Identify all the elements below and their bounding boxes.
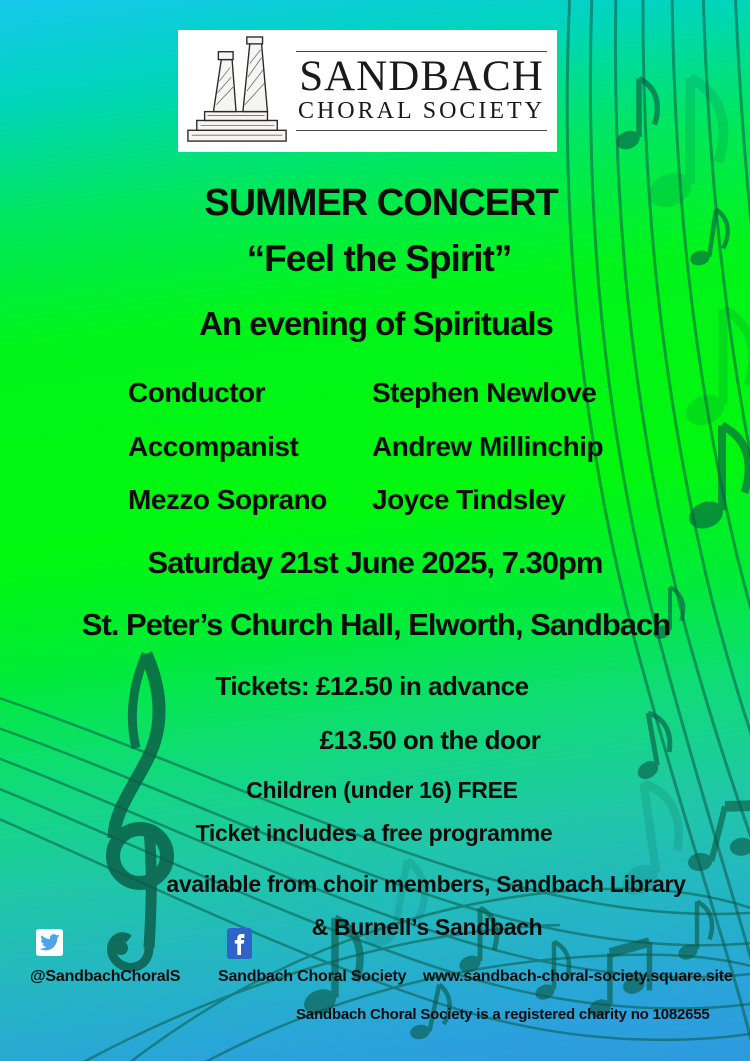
subtitle-quote: “Feel the Spirit” (246, 238, 512, 279)
headline: SUMMER CONCERT (204, 182, 558, 224)
twitter-handle: @SandbachChoralS (30, 968, 181, 985)
performer-name: Joyce Tindsley (372, 484, 566, 515)
performer-name: Andrew Millinchip (372, 431, 604, 462)
twitter-icon (36, 929, 63, 956)
date-line: Saturday 21st June 2025, 7.30pm (147, 545, 603, 580)
logo-wordmark (296, 51, 547, 130)
treble-clef-icon (111, 654, 167, 967)
choir-logo (178, 30, 557, 152)
performer-role: Conductor (128, 377, 266, 408)
ticket-price-advance: Tickets: £12.50 in advance (215, 671, 529, 701)
facebook-page-name: Sandbach Choral Society (218, 968, 407, 985)
charity-registration: Sandbach Choral Society is a registered charity no 1082655 (296, 1006, 710, 1023)
performer-role: Mezzo Soprano (128, 484, 327, 515)
venue-line: St. Peter’s Church Hall, Elworth, Sandbach (81, 607, 671, 642)
children-free-line: Children (under 16) FREE (246, 777, 518, 803)
logo-subtitle: CHORAL SOCIETY (297, 98, 546, 125)
facebook-icon (227, 928, 252, 959)
sandbach-crosses-illustration (184, 35, 292, 147)
performer-role: Accompanist (128, 431, 299, 462)
availability-line-2: & Burnell’s Sandbach (311, 914, 543, 940)
logo-title: SANDBACH (299, 53, 544, 101)
tagline: An evening of Spirituals (199, 305, 553, 342)
availability-line-1: available from choir members, Sandbach Library (166, 871, 686, 897)
ticket-price-door: £13.50 on the door (319, 725, 541, 755)
performer-name: Stephen Newlove (372, 377, 597, 408)
website-url: www.sandbach-choral-society.square.site (423, 968, 733, 985)
programme-line: Ticket includes a free programme (195, 820, 553, 846)
